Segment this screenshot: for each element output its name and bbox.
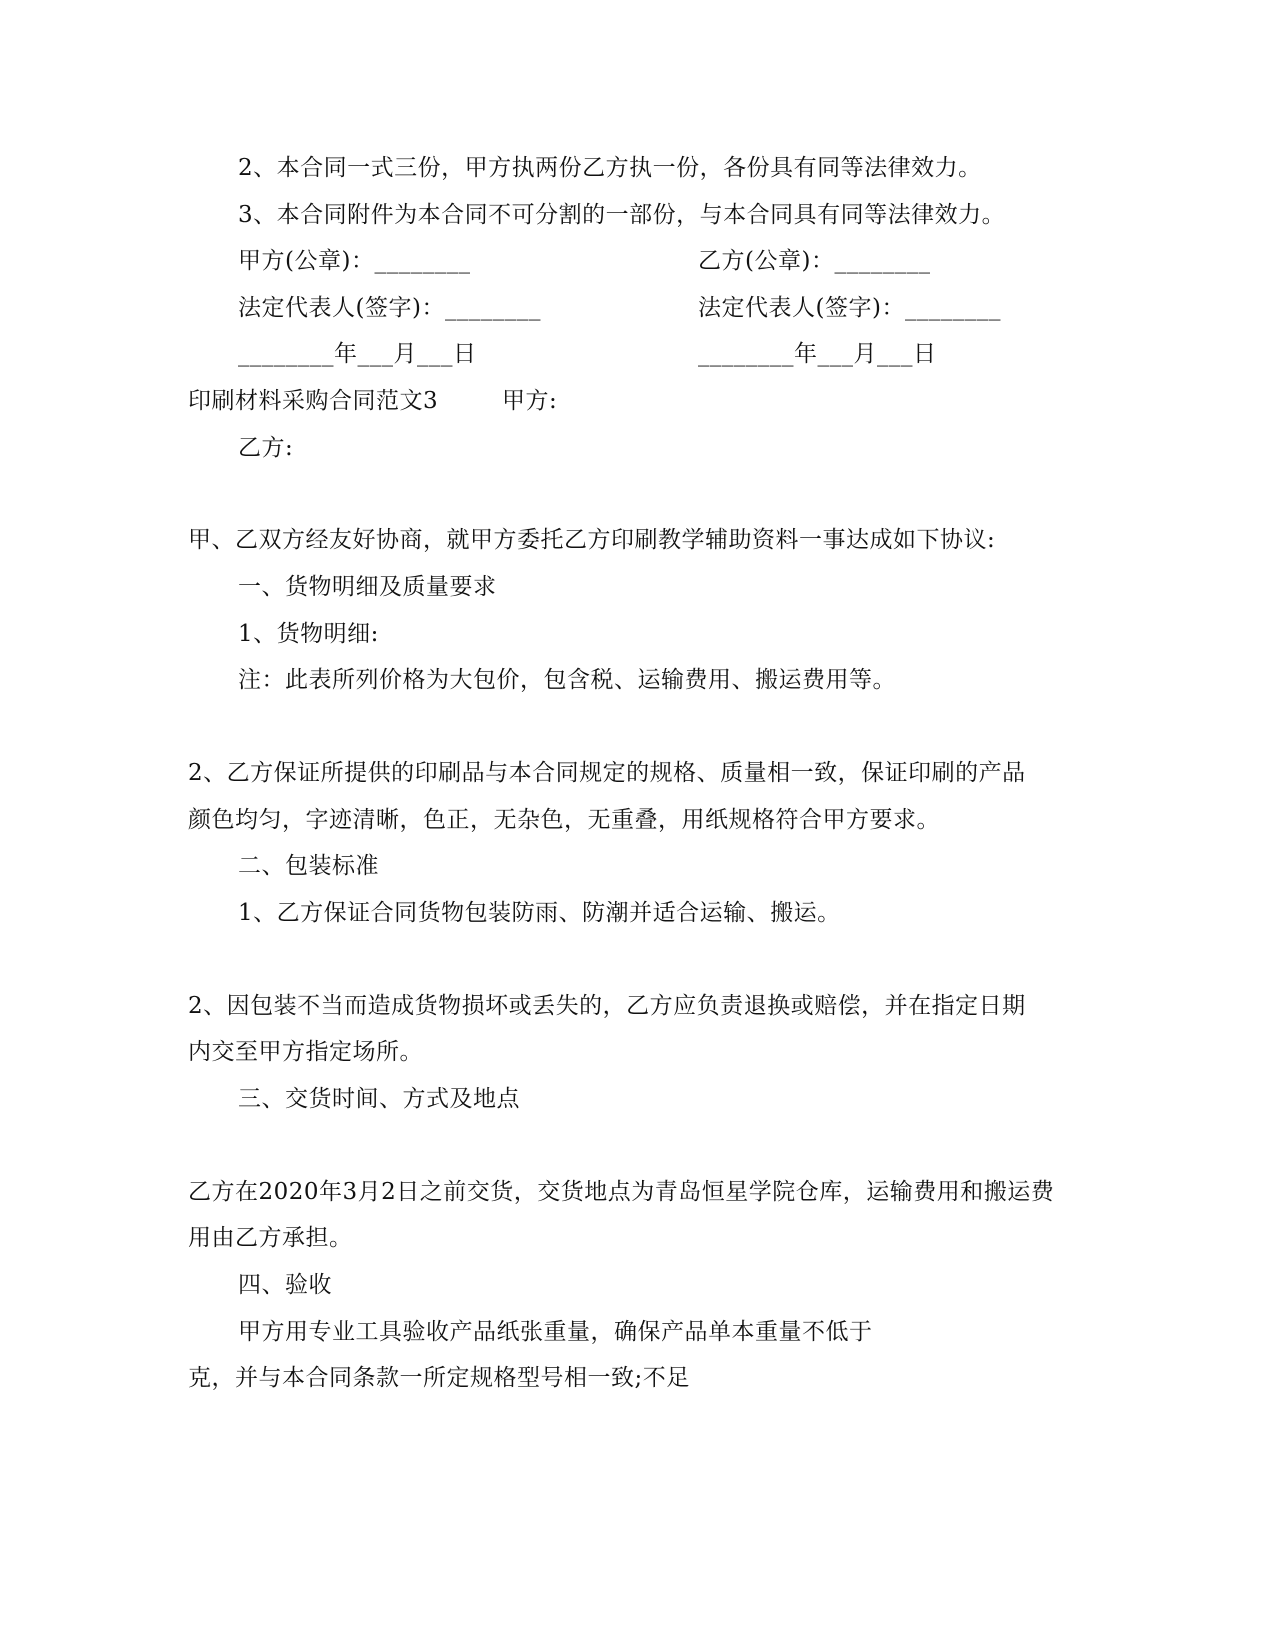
party-b-date-line: ________年___月___日 xyxy=(698,341,937,367)
party-a-date-line: ________年___月___日 xyxy=(238,341,477,367)
party-b-rep-line: 法定代表人(签字)：________ xyxy=(698,295,1001,321)
party-b-seal-line: 乙方(公章)：________ xyxy=(698,248,931,274)
section-2-heading: 二、包装标准 xyxy=(238,853,379,879)
section-4-line-2: 克，并与本合同条款一所定规格型号相一致;不足 xyxy=(188,1365,690,1391)
section-2-item-2-line-2: 内交至甲方指定场所。 xyxy=(188,1039,423,1065)
section-4-line-1: 甲方用专业工具验收产品纸张重量，确保产品单本重量不低于 xyxy=(238,1319,873,1345)
section-3-heading: 三、交货时间、方式及地点 xyxy=(238,1086,520,1112)
section-1-item-2-line-1: 2、乙方保证所提供的印刷品与本合同规定的规格、质量相一致，保证印刷的产品 xyxy=(188,760,1026,786)
party-b-label: 乙方: xyxy=(238,435,294,461)
section-1-note: 注：此表所列价格为大包价，包含税、运输费用、搬运费用等。 xyxy=(238,667,896,693)
section-1-heading: 一、货物明细及质量要求 xyxy=(238,574,497,600)
section-2-item-1: 1、乙方保证合同货物包装防雨、防潮并适合运输、搬运。 xyxy=(238,900,841,926)
section-2-item-2-line-1: 2、因包装不当而造成货物损坏或丢失的，乙方应负责退换或赔偿，并在指定日期 xyxy=(188,993,1026,1019)
party-a-rep-line: 法定代表人(签字)：________ xyxy=(238,295,541,321)
section-3-line-1: 乙方在2020年3月2日之前交货，交货地点为青岛恒星学院仓库，运输费用和搬运费 xyxy=(188,1179,1055,1205)
contract-3-title: 印刷材料采购合同范文3 xyxy=(188,388,439,414)
party-a-label: 甲方: xyxy=(502,388,558,414)
section-3-line-2: 用由乙方承担。 xyxy=(188,1225,353,1251)
intro-paragraph: 甲、乙双方经友好协商，就甲方委托乙方印刷教学辅助资料一事达成如下协议: xyxy=(188,527,996,553)
section-1-item-2-line-2: 颜色均匀，字迹清晰，色正，无杂色，无重叠，用纸规格符合甲方要求。 xyxy=(188,807,940,833)
section-4-heading: 四、验收 xyxy=(238,1272,332,1298)
clause-2-copies: 2、本合同一式三份，甲方执两份乙方执一份，各份具有同等法律效力。 xyxy=(238,155,982,181)
clause-3-attachments: 3、本合同附件为本合同不可分割的一部份，与本合同具有同等法律效力。 xyxy=(238,202,1006,228)
section-1-item-1: 1、货物明细: xyxy=(238,621,379,647)
party-a-seal-line: 甲方(公章)：________ xyxy=(238,248,471,274)
